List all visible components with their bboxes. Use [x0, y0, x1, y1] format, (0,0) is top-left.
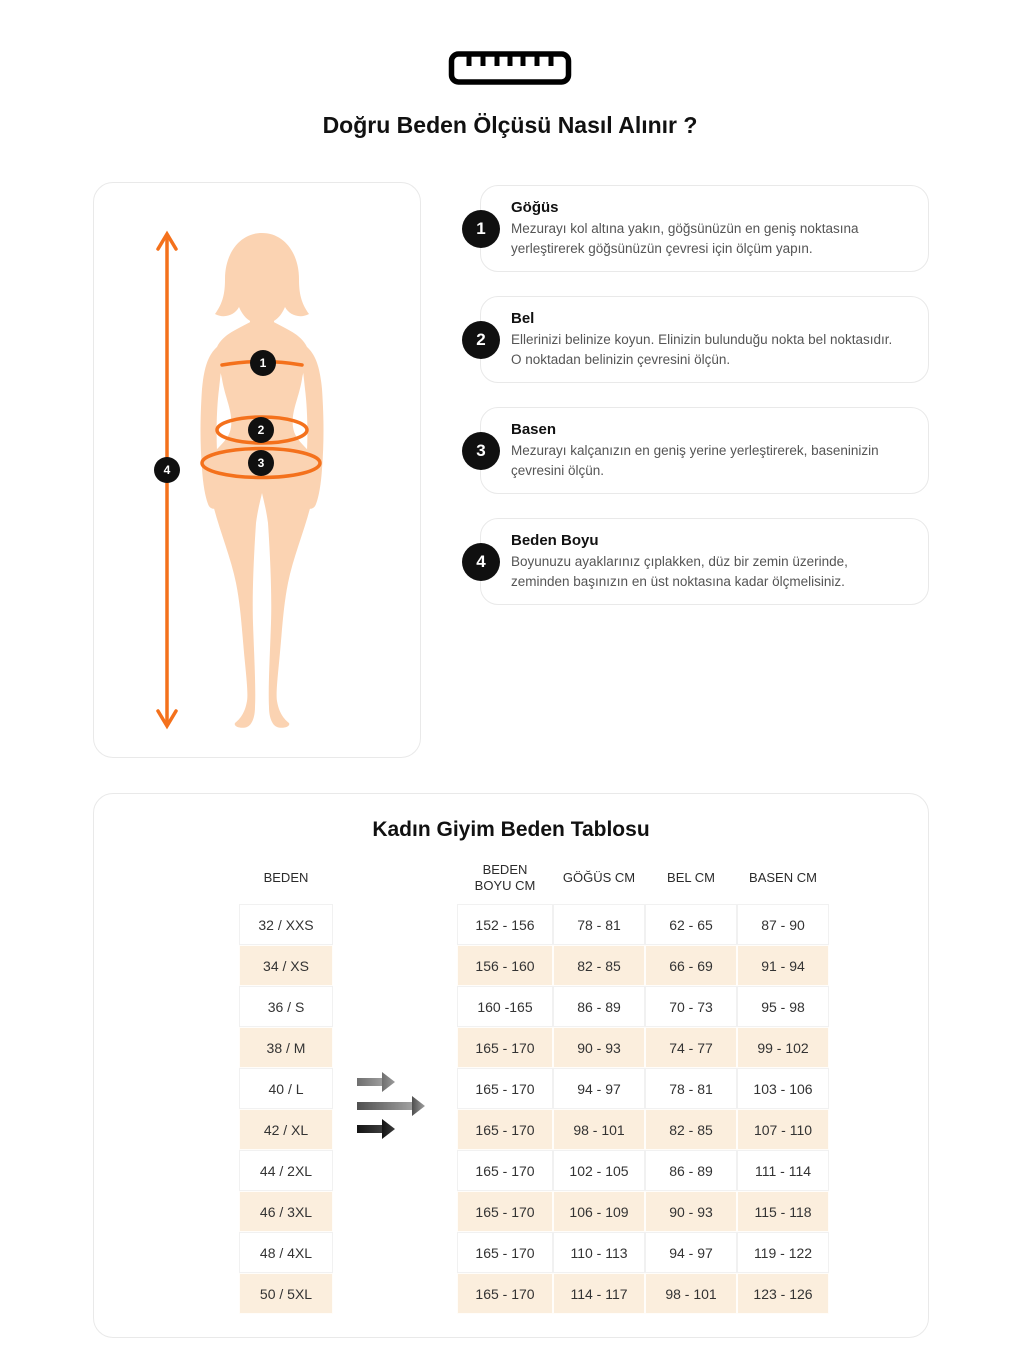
table-cell: 46 / 3XL [239, 1191, 333, 1232]
step-number-badge: 1 [462, 210, 500, 248]
table-cell: 152 - 156 [457, 904, 553, 945]
column-header-gogus: GÖĞÜS CM [562, 870, 636, 886]
arrow-short-black-icon [357, 1119, 395, 1139]
instruction-card-beden-boyu [476, 518, 929, 605]
table-cell: 106 - 109 [553, 1191, 645, 1232]
table-cell: 99 - 102 [737, 1027, 829, 1068]
instruction-text: Mezurayı kalçanızın en geniş yerine yerleştirerek, baseninizin çevresini ölçün. [511, 442, 879, 478]
table-cell: 156 - 160 [457, 945, 553, 986]
table-cell: 94 - 97 [645, 1232, 737, 1273]
table-gap [333, 904, 457, 945]
figure-marker-2: 2 [248, 417, 274, 443]
table-cell: 165 - 170 [457, 1191, 553, 1232]
size-table-title: Kadın Giyim Beden Tablosu [372, 818, 650, 841]
table-gap [333, 1150, 457, 1191]
figure-marker-1: 1 [250, 350, 276, 376]
table-cell: 82 - 85 [553, 945, 645, 986]
table-cell: 78 - 81 [645, 1068, 737, 1109]
table-cell: 98 - 101 [553, 1109, 645, 1150]
page-header [0, 50, 1020, 139]
column-header-beden: BEDEN [263, 870, 309, 886]
table-cell: 62 - 65 [645, 904, 737, 945]
table-cell: 111 - 114 [737, 1150, 829, 1191]
table-cell: 110 - 113 [553, 1232, 645, 1273]
table-cell: 50 / 5XL [239, 1273, 333, 1314]
figure-marker-3: 3 [248, 450, 274, 476]
table-cell: 107 - 110 [737, 1109, 829, 1150]
table-cell: 82 - 85 [645, 1109, 737, 1150]
instruction-text: Mezurayı kol altına yakın, göğsünüzün en geniş noktasına yerleştirerek göğsünüzün çevresi için ölçüm yapın. [511, 220, 859, 256]
ruler-icon [0, 50, 1020, 86]
instruction-text: Ellerinizi belinize koyun. Elinizin bulunduğu nokta bel noktasıdır. O noktadan belinizin çevresini ölçün. [511, 331, 893, 367]
table-cell: 165 - 170 [457, 1027, 553, 1068]
instruction-title: Bel [511, 309, 535, 327]
instruction-card-basen [476, 407, 929, 494]
table-gap [333, 986, 457, 1027]
step-number-badge: 2 [462, 321, 500, 359]
instruction-text: Boyunuzu ayaklarınız çıplakken, düz bir zemin üzerinde, zeminden başınızın en üst noktasına kadar ölçmelisiniz. [511, 553, 848, 589]
table-cell: 165 - 170 [457, 1232, 553, 1273]
table-cell: 123 - 126 [737, 1273, 829, 1314]
table-cell: 74 - 77 [645, 1027, 737, 1068]
instruction-title: Beden Boyu [511, 531, 599, 549]
table-cell: 94 - 97 [553, 1068, 645, 1109]
column-header-basen: BASEN CM [749, 870, 817, 886]
table-cell: 86 - 89 [645, 1150, 737, 1191]
body-silhouette [201, 233, 324, 728]
figure-marker-4: 4 [154, 457, 180, 483]
table-cell: 103 - 106 [737, 1068, 829, 1109]
table-cell: 86 - 89 [553, 986, 645, 1027]
table-cell: 78 - 81 [553, 904, 645, 945]
table-cell: 38 / M [239, 1027, 333, 1068]
table-gap [333, 1273, 457, 1314]
instruction-card-gogus [476, 185, 929, 272]
step-number-badge: 4 [462, 543, 500, 581]
table-cell: 165 - 170 [457, 1068, 553, 1109]
table-cell: 115 - 118 [737, 1191, 829, 1232]
table-gap [333, 1191, 457, 1232]
table-gap [333, 945, 457, 986]
table-cell: 87 - 90 [737, 904, 829, 945]
column-header-beden-boyu: BEDEN BOYU CM [474, 862, 536, 893]
arrow-short-gray-icon [357, 1072, 395, 1092]
table-cell: 165 - 170 [457, 1150, 553, 1191]
table-cell: 66 - 69 [645, 945, 737, 986]
table-cell: 34 / XS [239, 945, 333, 986]
size-highlight-arrows-icon [357, 1072, 427, 1145]
column-header-bel: BEL CM [667, 870, 715, 886]
table-cell: 114 - 117 [553, 1273, 645, 1314]
table-cell: 165 - 170 [457, 1109, 553, 1150]
size-table-panel [93, 793, 929, 1338]
table-cell: 160 -165 [457, 986, 553, 1027]
table-cell: 119 - 122 [737, 1232, 829, 1273]
size-table-grid [239, 852, 829, 1314]
table-cell: 36 / S [239, 986, 333, 1027]
table-cell: 32 / XXS [239, 904, 333, 945]
instruction-cards [461, 185, 929, 629]
table-gap [333, 1232, 457, 1273]
step-number-badge: 3 [462, 432, 500, 470]
table-cell: 42 / XL [239, 1109, 333, 1150]
table-cell: 48 / 4XL [239, 1232, 333, 1273]
table-gap [333, 1027, 457, 1068]
arrow-long-gray-icon [357, 1096, 425, 1116]
table-cell: 40 / L [239, 1068, 333, 1109]
page-title: Doğru Beden Ölçüsü Nasıl Alınır ? [322, 112, 698, 138]
table-cell: 44 / 2XL [239, 1150, 333, 1191]
instruction-title: Basen [511, 420, 557, 438]
table-cell: 70 - 73 [645, 986, 737, 1027]
table-gap [333, 852, 457, 904]
instruction-card-bel [476, 296, 929, 383]
table-cell: 165 - 170 [457, 1273, 553, 1314]
measurement-figure-panel [93, 182, 421, 758]
table-cell: 95 - 98 [737, 986, 829, 1027]
instruction-title: Göğüs [511, 198, 559, 216]
table-cell: 90 - 93 [645, 1191, 737, 1232]
table-cell: 90 - 93 [553, 1027, 645, 1068]
table-cell: 91 - 94 [737, 945, 829, 986]
table-cell: 98 - 101 [645, 1273, 737, 1314]
table-cell: 102 - 105 [553, 1150, 645, 1191]
